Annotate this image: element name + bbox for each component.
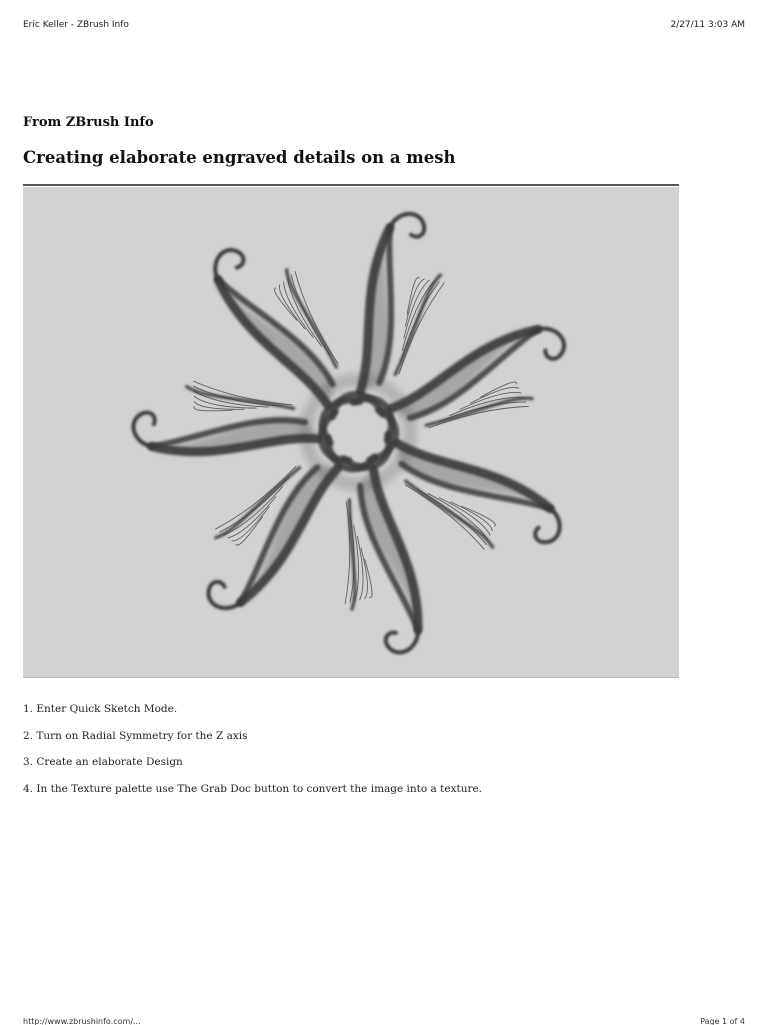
step-item: 2. Turn on Radial Symmetry for the Z axis <box>23 729 248 742</box>
step-item: 3. Create an elaborate Design <box>23 756 183 768</box>
page-title: Creating elaborate engraved details on a mesh <box>23 148 456 167</box>
radial-engraved-design-image <box>23 187 679 677</box>
source-heading: From ZBrush Info <box>23 115 154 130</box>
print-header <box>23 20 745 34</box>
title-divider <box>23 184 679 186</box>
steps-list <box>23 702 482 808</box>
print-footer-page: Page 1 of 4 <box>700 1017 745 1025</box>
step-item: 4. In the Texture palette use The Grab Doc button to convert the image into a texture. <box>23 782 483 795</box>
print-header-timestamp: 2/27/11 3:03 AM <box>670 20 745 30</box>
print-header-title: Eric Keller - ZBrush Info <box>23 20 129 30</box>
design-figure <box>23 187 679 678</box>
step-item: 1. Enter Quick Sketch Mode. <box>23 703 178 715</box>
print-footer-url: http://www.zbrushinfo.com/... <box>23 1017 141 1025</box>
